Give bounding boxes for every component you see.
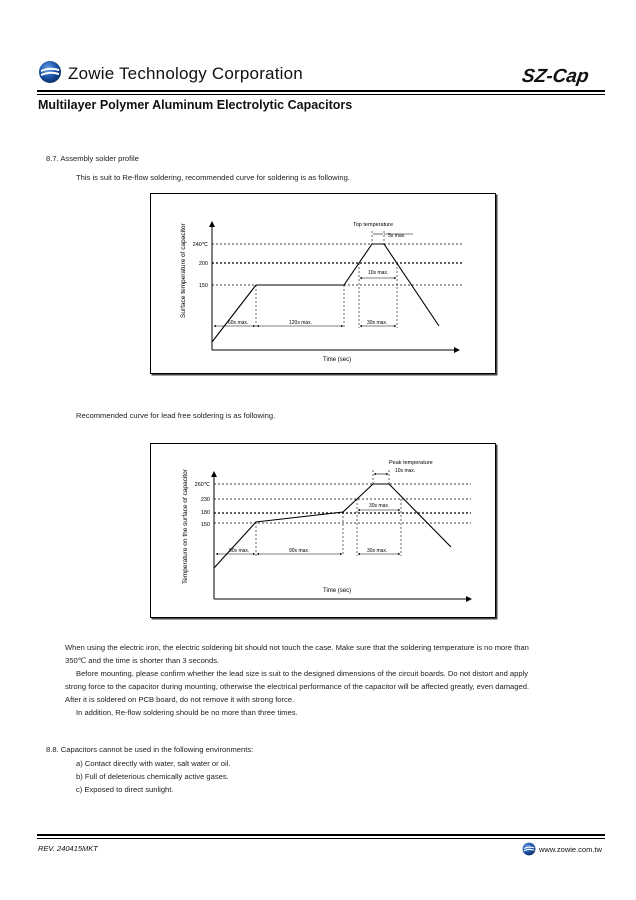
reflow-profile-diagram (150, 193, 496, 374)
preheat-label: 120s max. (289, 320, 313, 326)
note-line-4: strong force to the capacitor during mounting, otherwise the electrical performance of the capacitor will be affected greatly, even damaged. (65, 682, 530, 691)
revision-code: REV. 240415MKT (38, 844, 98, 853)
tick-150: 150 (198, 283, 208, 289)
note-line-1: When using the electric iron, the electric soldering bit should not touch the case. Make sure that the soldering temperature is no more than (65, 643, 529, 652)
y-axis-label: Temperature on the surface of capacitor (182, 469, 189, 584)
env-item: a) Contact directly with water, salt water or oil. (76, 759, 231, 768)
peak-time-label: 10s max. (395, 468, 416, 474)
cool-label: 30s max. (367, 548, 388, 554)
lead-free-curve (214, 484, 451, 568)
reflow-curve (212, 244, 439, 342)
header-rule-thin (37, 94, 605, 95)
company-name: Zowie Technology Corporation (68, 64, 303, 83)
note-line-5: After it is soldered on PCB board, do not remove it with strong force. (65, 695, 295, 704)
ramp-label: 60s max. (229, 548, 250, 554)
footer-rule (37, 834, 605, 836)
lead-free-profile-svg (151, 444, 495, 617)
above200-label: 10s max. (368, 270, 389, 276)
top-temp-label: Top temperature (353, 222, 394, 228)
lead-free-profile-diagram (150, 443, 496, 618)
section-87-heading: 8.7. Assembly solder profile (46, 154, 139, 163)
lead-free-intro: Recommended curve for lead free soldering is as following. (76, 411, 276, 420)
note-line-6: In addition, Re-flow soldering should be no more than three times. (76, 708, 298, 717)
tick-260: 260℃ (194, 482, 210, 488)
tick-180: 180 (200, 510, 210, 516)
above230-label: 30s max. (369, 503, 390, 509)
zowie-small-logo-icon (522, 842, 536, 856)
brand-logo: SZ-Cap (520, 66, 591, 87)
reflow-profile-svg (151, 194, 495, 373)
reflow-intro: This is suit to Re-flow soldering, recommended curve for soldering is as following. (76, 173, 350, 182)
env-item: b) Full of deleterious chemically active gases. (76, 772, 229, 781)
ramp-label: 60s max. (228, 320, 249, 326)
note-line-3: Before mounting, please confirm whether the lead size is suit to the designed dimensions of the circuit boards. Do not distort and apply (76, 669, 529, 678)
header-rule (37, 90, 605, 92)
tick-150: 150 (200, 522, 210, 528)
note-line-2: 350℃ and the time is shorter than 3 seconds. (65, 656, 220, 665)
top-time-label: 5s max. (388, 233, 406, 239)
tick-230: 230 (200, 497, 210, 503)
cool-label: 30s max. (367, 320, 388, 326)
website-link[interactable]: www.zowie.com.tw (539, 845, 602, 854)
x-axis-label: Time (sec) (323, 357, 352, 363)
preheat-label: 90s max. (289, 548, 310, 554)
peak-temp-label: Peak temperature (389, 460, 433, 466)
x-axis-label: Time (sec) (323, 588, 352, 594)
footer-rule-thin (37, 838, 605, 839)
zowie-logo-icon (38, 60, 62, 84)
tick-200: 200 (198, 261, 208, 267)
env-item: c) Exposed to direct sunlight. (76, 785, 174, 794)
section-88-heading: 8.8. Capacitors cannot be used in the following environments: (46, 745, 254, 754)
tick-240: 240℃ (192, 242, 208, 248)
document-title: Multilayer Polymer Aluminum Electrolytic Capacitors (38, 98, 353, 112)
y-axis-label: Surface temperature of capacitor (180, 223, 187, 318)
